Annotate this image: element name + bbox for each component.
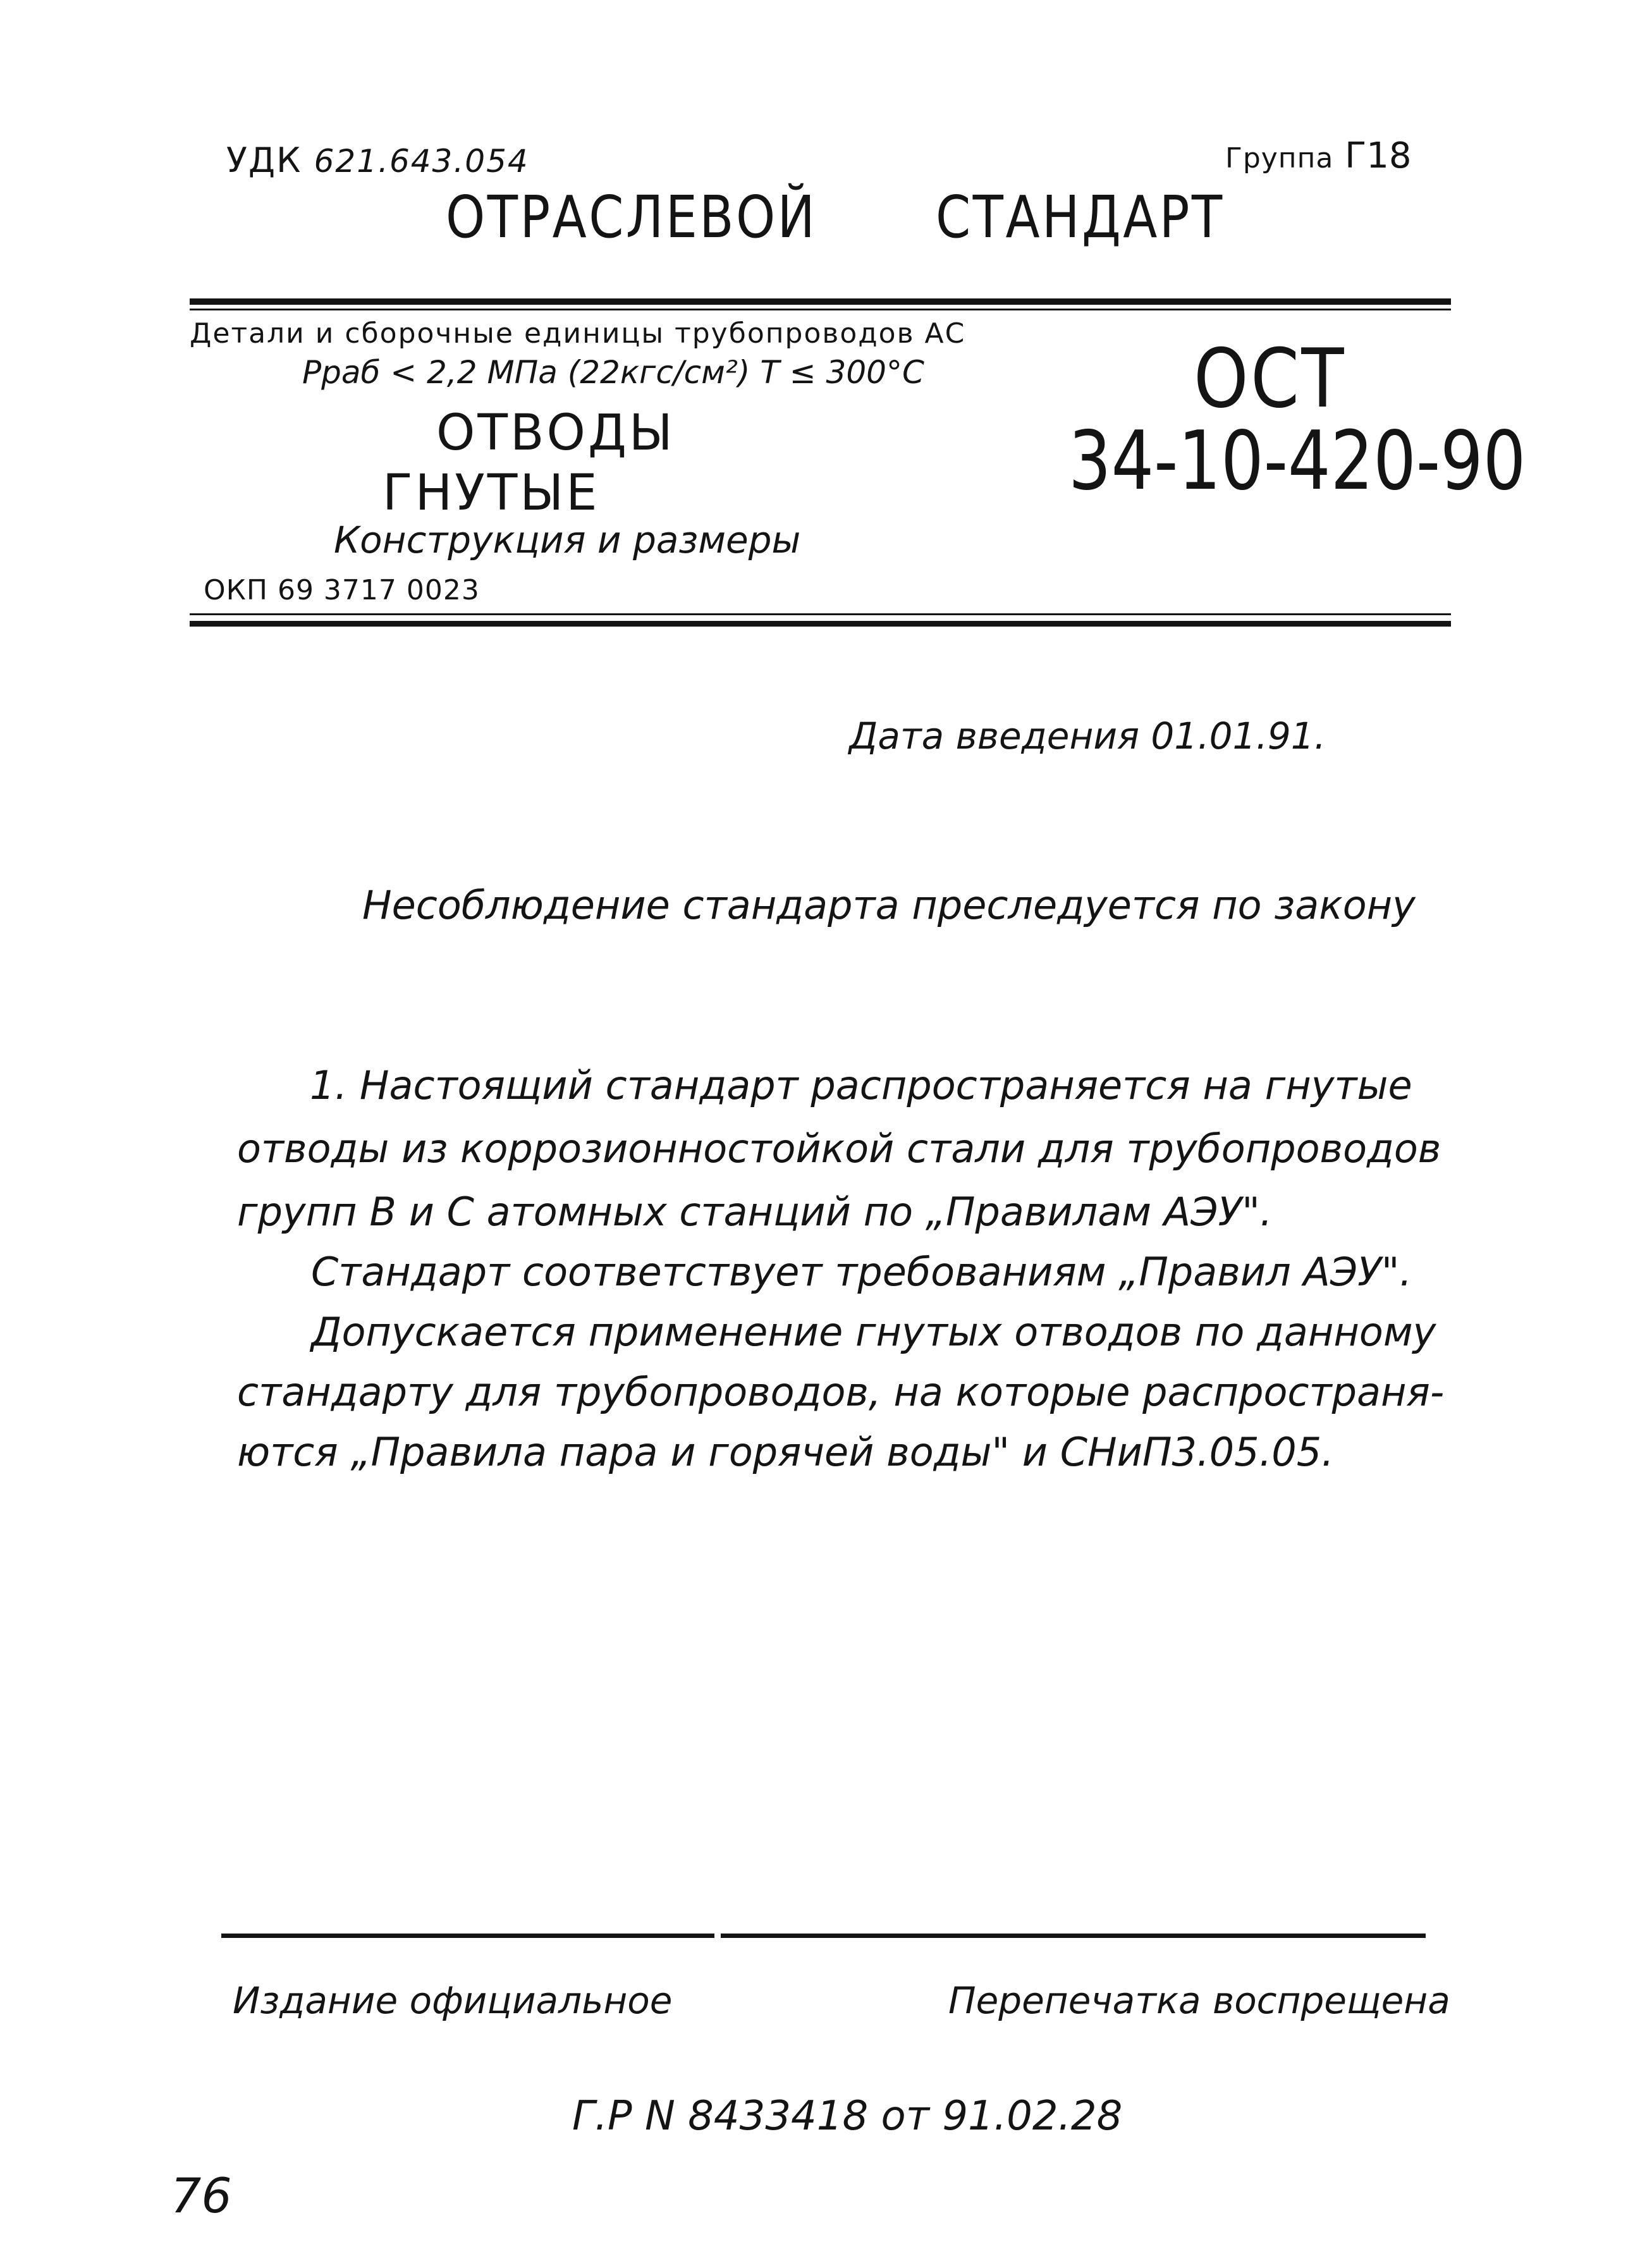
product-name-line1: ОТВОДЫ: [436, 405, 675, 462]
footer-rule-right: [721, 1934, 1426, 1938]
header-rule-thick: [190, 298, 1451, 305]
body-line: отводы из коррозионностойкой стали для трубопроводов: [237, 1125, 1441, 1172]
footer-rule-left: [221, 1934, 714, 1938]
header-rule-thin: [190, 309, 1451, 310]
edition-note: Издание официальное: [233, 1979, 673, 2022]
block-rule-thin: [190, 613, 1451, 615]
group-value: Г18: [1345, 135, 1412, 176]
document-title-left: ОТРАСЛЕВОЙ: [446, 183, 817, 251]
legal-notice: Несоблюдение стандарта преследуется по закону: [362, 882, 1416, 928]
group-code: [1225, 135, 1412, 176]
group-word: Группа: [1225, 142, 1334, 175]
block-rule-thick: [190, 621, 1451, 627]
body-line: 1. Настоящий стандарт распространяется на гнутые: [310, 1062, 1412, 1108]
page-number: 76: [171, 2167, 232, 2224]
udk-prefix: УДК: [226, 140, 302, 180]
body-line: стандарту для трубопроводов, на которые распространя-: [237, 1369, 1445, 1415]
standard-label: ОСТ: [1194, 332, 1347, 426]
introduction-date: Дата введения 01.01.91.: [849, 714, 1326, 757]
subject-line: Детали и сборочные единицы трубопроводов АС: [190, 317, 966, 350]
body-line: ются „Правила пара и горячей воды" и СНиП3.05.05.: [237, 1429, 1334, 1475]
reprint-note: Перепечатка воспрещена: [948, 1979, 1450, 2022]
okp-code: ОКП 69 3717 0023: [204, 574, 480, 606]
registration-stamp: Г.Р N 8433418 от 91.02.28: [572, 2093, 1123, 2140]
udk-number: 621.643.054: [314, 143, 529, 180]
body-line: Стандарт соответствует требованиям „Правил АЭУ".: [311, 1249, 1412, 1295]
operating-parameters: Рраб < 2,2 МПа (22кгс/см²) Т ≤ 300°С: [302, 354, 924, 391]
product-name-line2: ГНУТЫЕ: [382, 465, 600, 522]
product-subtitle: Конструкция и размеры: [334, 518, 801, 561]
body-line: групп В и С атомных станций по „Правилам АЭУ".: [237, 1189, 1273, 1235]
standard-number: 34-10-420-90: [1068, 414, 1526, 508]
document-title-right: СТАНДАРТ: [936, 183, 1225, 251]
body-line: Допускается применение гнутых отводов по данному: [311, 1309, 1436, 1355]
udk-code: [226, 140, 529, 180]
